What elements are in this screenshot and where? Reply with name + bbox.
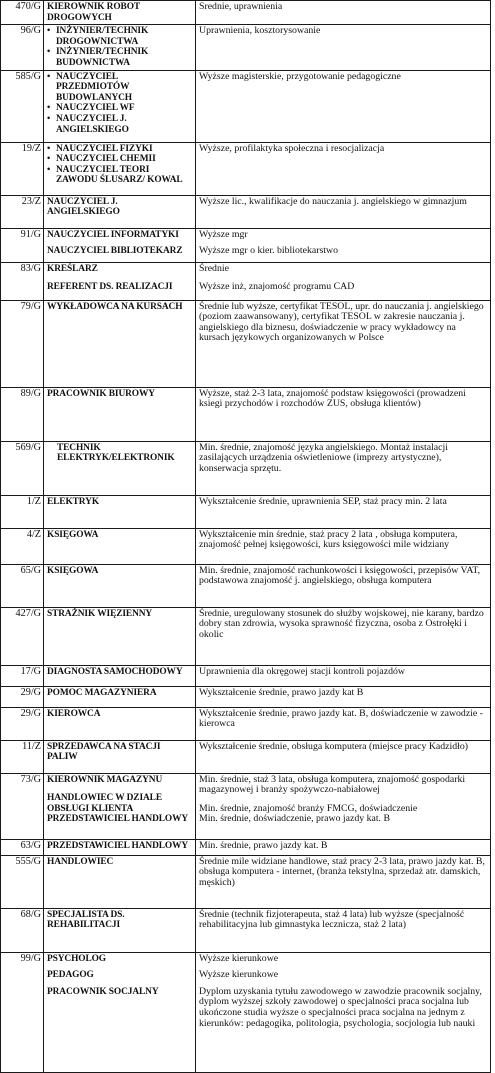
offer-code: 65/G [1, 564, 44, 607]
table-row [1, 564, 491, 607]
job-title: ELEKTRYK [47, 496, 100, 507]
requirements-cell [196, 908, 491, 952]
requirements-cell [196, 262, 491, 300]
offer-code: 83/G [1, 262, 44, 300]
job-title: PSYCHOLOG [47, 953, 107, 964]
job-title-cell [44, 300, 196, 387]
job-title-cell [44, 1, 196, 25]
job-title: • NAUCZYCIEL WF [55, 103, 192, 114]
job-title: KIEROWNIK ROBOT DROGOWYCH [47, 2, 140, 23]
job-title: • NAUCZYCIEL TEORI ZAWODU ŚLUSARZ/ KOWAL [55, 165, 192, 186]
job-title: NAUCZYCIEL BIBLIOTEKARZ [47, 246, 183, 257]
requirements-cell [196, 25, 491, 70]
table-row [1, 70, 491, 142]
job-title-cell [44, 740, 196, 773]
offer-code: 427/G [1, 607, 44, 665]
table-row [1, 25, 491, 70]
job-title: KSIĘGOWA [47, 565, 99, 576]
offer-code: 585/G [1, 70, 44, 142]
job-title-cell [44, 495, 196, 528]
requirements-cell [196, 707, 491, 740]
job-title: • NAUCZYCIEL PRZEDMIOTÓW BUDOWLANYCH [55, 72, 192, 104]
requirement-text: Średnie [199, 262, 229, 274]
requirement-text: Średnie mile widziane handlowe, staż pracy 2-3 lata, prawo jazdy kat. B, obsługa komputera - internet, (branża tekstylna, sprzedaż atr. damskich, męskich) [199, 855, 485, 888]
job-title-cell [44, 142, 196, 195]
job-title: PRACOWNIK BIUROWY [47, 388, 155, 399]
requirement-text: Min. średnie, prawo jazdy kat. B [199, 839, 328, 851]
requirement-text: Wyższe, staż 2-3 lata, znajomość podstaw księgowości (prowadzeni ksiegi przychodów i rozchodów ZUS, obsługa klientów) [199, 387, 466, 410]
job-title-cell [44, 228, 196, 262]
offer-code: 470/G [1, 1, 44, 25]
requirements-cell [196, 839, 491, 855]
job-title-cell [44, 441, 196, 495]
offer-code: 63/G [1, 839, 44, 855]
job-title-list [47, 26, 192, 68]
requirements-cell [196, 300, 491, 387]
job-title: PRZEDSTAWICIEL HANDLOWY [47, 814, 189, 825]
requirement-text: Wykształcenie średnie, prawo jazdy kat B [199, 686, 364, 698]
offer-code: 96/G [1, 25, 44, 70]
table-row [1, 740, 491, 773]
requirement-text: Min. średnie, znajomość języka angielskiego. Montaż instalacji zasilających urządzenia oświetleniowe (imprezy artystyczne), konserwacja sprzętu. [199, 441, 448, 474]
job-title: KSIĘGOWA [47, 529, 99, 540]
job-title-cell [44, 773, 196, 839]
job-title: WYKŁADOWCA NA KURSACH [47, 301, 183, 312]
job-title: PEDAGOG [47, 970, 94, 981]
requirement-text: Wykształcenie średnie, uprawnienia SEP, staż pracy min. 2 lata [199, 495, 447, 507]
table-row [1, 387, 491, 441]
offer-code: 99/G [1, 952, 44, 1072]
job-title: NAUCZYCIEL INFORMATYKI [47, 229, 179, 240]
requirements-cell [196, 665, 491, 686]
requirements-cell [196, 607, 491, 665]
requirements-cell [196, 228, 491, 262]
job-title-cell [44, 707, 196, 740]
table-row [1, 528, 491, 564]
table-row [1, 1, 491, 25]
table-row [1, 228, 491, 262]
requirement-text: Min. średnie, znajomość branży FMCG, doświadczenie [199, 802, 418, 814]
requirement-text: Srednie, uprawnienia [199, 1, 283, 12]
requirements-cell [196, 740, 491, 773]
requirements-cell [196, 528, 491, 564]
requirements-cell [196, 564, 491, 607]
job-title-cell [44, 686, 196, 707]
job-title: • INŻYNIER/TECHNIK BUDOWNICTWA [55, 47, 192, 68]
requirement-text: Uprawnienia dla okręgowej stacji kontroli pojazdów [199, 665, 405, 677]
requirements-cell [196, 686, 491, 707]
job-title-cell [44, 908, 196, 952]
offer-code: 68/G [1, 908, 44, 952]
job-title: HANDLOWIEC W DZIALE OBSŁUGI KLIENTA [47, 793, 162, 814]
job-title: SPECJALISTA DS. REHABILITACJI [47, 909, 125, 931]
offer-code: 19/Z [1, 142, 44, 195]
job-title: NAUCZYCIEL J. ANGIELSKIEGO [47, 196, 120, 218]
job-title: PRACOWNIK SOCJALNY [47, 986, 159, 997]
job-title-cell [44, 607, 196, 665]
job-title-cell [44, 952, 196, 1072]
requirement-text: Uprawnienia, kosztorysowanie [199, 25, 321, 37]
offer-code: 29/G [1, 686, 44, 707]
job-title-cell [44, 25, 196, 70]
job-title: KREŚLARZ [47, 263, 98, 274]
table-row [1, 686, 491, 707]
requirement-text: Wyższe magisterskie, przygotowanie pedagogiczne [199, 70, 401, 82]
job-title-cell [44, 528, 196, 564]
requirement-text: Wyższe, profilaktyka społeczna i resocjalizacja [199, 142, 385, 154]
offer-code: 79/G [1, 300, 44, 387]
table-row [1, 300, 491, 387]
requirements-cell [196, 387, 491, 441]
job-title: STRAŻNIK WIĘZIENNY [47, 608, 153, 619]
job-title: SPRZEDAWCA NA STACJI PALIW [47, 741, 161, 763]
table-row [1, 665, 491, 686]
job-title-list [47, 144, 192, 186]
requirements-cell [196, 952, 491, 1072]
offer-code: 17/G [1, 665, 44, 686]
offer-code: 23/Z [1, 195, 44, 228]
job-title-list [47, 72, 192, 136]
requirement-text: Średnie (technik fizjoterapeuta, staż 4 lata) lub wyższe (specjalność rehabilitacyjna lub gimnastyka lecznicza, staż 2 lata) [199, 908, 465, 931]
table-row [1, 495, 491, 528]
requirements-cell [196, 495, 491, 528]
requirement-text: Min. średnie, staż 3 lata, obsługa komputera, znajomość gospodarki magazynowej i branży spożywczo-nabiałowej [199, 773, 466, 796]
requirements-cell [196, 773, 491, 839]
job-title-cell [44, 387, 196, 441]
requirements-cell [196, 70, 491, 142]
job-title-cell [44, 564, 196, 607]
requirement-text: Wyższe kierunkowe [199, 969, 279, 981]
requirement-text: Min. średnie, doświadczenie, prawo jazdy kat. B [199, 813, 390, 825]
requirements-cell [196, 855, 491, 908]
table-row [1, 607, 491, 665]
requirements-cell [196, 441, 491, 495]
job-title-cell [44, 195, 196, 228]
requirement-text: Wyższe mgr o kier. bibliotekarstwo [199, 245, 338, 257]
table-row [1, 262, 491, 300]
table-row [1, 855, 491, 908]
requirement-text: Dyplom uzyskania tytułu zawodowego w zawodzie pracownik socjalny, dyplom wyższej szkoły zawodowej o specjalności praca socjalna lub ukończone studia wyższe o specjalności praca socjalna na jednym z kierunków: pedagogika, politologia, psychologia, socjologia lub nauki [199, 985, 482, 1029]
requirement-text: Min. średnie, znajomość rachunkowości i księgowości, przepisów VAT, podstawowa znajomość j. angielskiego, obsługa komputera [199, 564, 481, 587]
job-title: • INŻYNIER/TECHNIK DROGOWNICTWA [55, 26, 192, 47]
table-row [1, 195, 491, 228]
requirement-text: Wykształcenie średnie, prawo jazdy kat. B, doświadczenie w zawodzie - kierowca [199, 707, 483, 730]
job-title: DIAGNOSTA SAMOCHODOWY [47, 666, 183, 677]
job-title-cell [44, 70, 196, 142]
job-title: PRZEDSTAWICIEL HANDLOWY [47, 840, 189, 851]
requirement-text: Średnie, uregulowany stosunek do służby wojskowej, nie karany, bardzo dobry stan zdrowia, wysoka sprawność fizyczna, osoba z Ostrołęki i okolic [199, 607, 484, 640]
table-row [1, 707, 491, 740]
offer-code: 29/G [1, 707, 44, 740]
job-title: REFERENT DS. REALIZACJI [47, 282, 173, 293]
job-title-cell [44, 665, 196, 686]
requirements-cell [196, 195, 491, 228]
table-row [1, 441, 491, 495]
offer-code: 11/Z [1, 740, 44, 773]
requirements-cell [196, 142, 491, 195]
job-title-cell [44, 855, 196, 908]
job-title: HANDLOWIEC [47, 856, 114, 867]
offer-code: 89/G [1, 387, 44, 441]
job-title: • NAUCZYCIEL CHEMII [55, 154, 192, 165]
table-row [1, 142, 491, 195]
requirement-text: Wykształcenie min średnie, staż pracy 2 lata , obsługa komputera, znajomość pełnej księgowości, kurs księgowości mile widziany [199, 528, 458, 551]
table-row [1, 908, 491, 952]
job-title: TECHNIK ELEKTRYK/ELEKTRONIK [57, 442, 175, 464]
job-title: • NAUCZYCIEL J. ANGIELSKIEGO [55, 114, 192, 135]
requirement-text: Średnie lub wyższe, certyfikat TESOL, upr. do nauczania j. angielskiego (poziom zaawansowany), certyfikat TESOL w zakresie nauczania j. angielskiego dla biznesu, doświadczenie w pracy wykładowcy na kursach językowych organizowanych w Polsce [199, 300, 484, 344]
requirement-text: Wykształcenie średnie, obsługa komputera (miejsce pracy Kadzidło) [199, 740, 468, 752]
offer-code: 555/G [1, 855, 44, 908]
job-title: POMOC MAGAZYNIERA [47, 687, 157, 698]
offer-code: 1/Z [1, 495, 44, 528]
job-title-cell [44, 262, 196, 300]
requirement-text: Wyższe kierunkowe [199, 952, 279, 964]
table-row [1, 839, 491, 855]
offer-code: 569/G [1, 441, 44, 495]
job-title-cell [44, 839, 196, 855]
requirement-text: Wyższe inż, znajomość programu CAD [199, 281, 355, 293]
requirement-text: Wyższe mgr [199, 228, 248, 240]
offer-code: 4/Z [1, 528, 44, 564]
offer-code: 91/G [1, 228, 44, 262]
job-title: • NAUCZYCIEL FIZYKI [55, 144, 192, 155]
job-title: KIEROWCA [47, 708, 101, 719]
table-row [1, 952, 491, 1072]
requirement-text: Wyższe lic., kwalifikacje do nauczania j. angielskiego w gimnazjum [199, 195, 467, 207]
offer-code: 73/G [1, 773, 44, 839]
table-row [1, 773, 491, 839]
job-title: KIEROWNIK MAGAZYNU [47, 774, 163, 785]
requirements-cell [196, 1, 491, 25]
job-offers-rows [1, 1, 491, 1073]
